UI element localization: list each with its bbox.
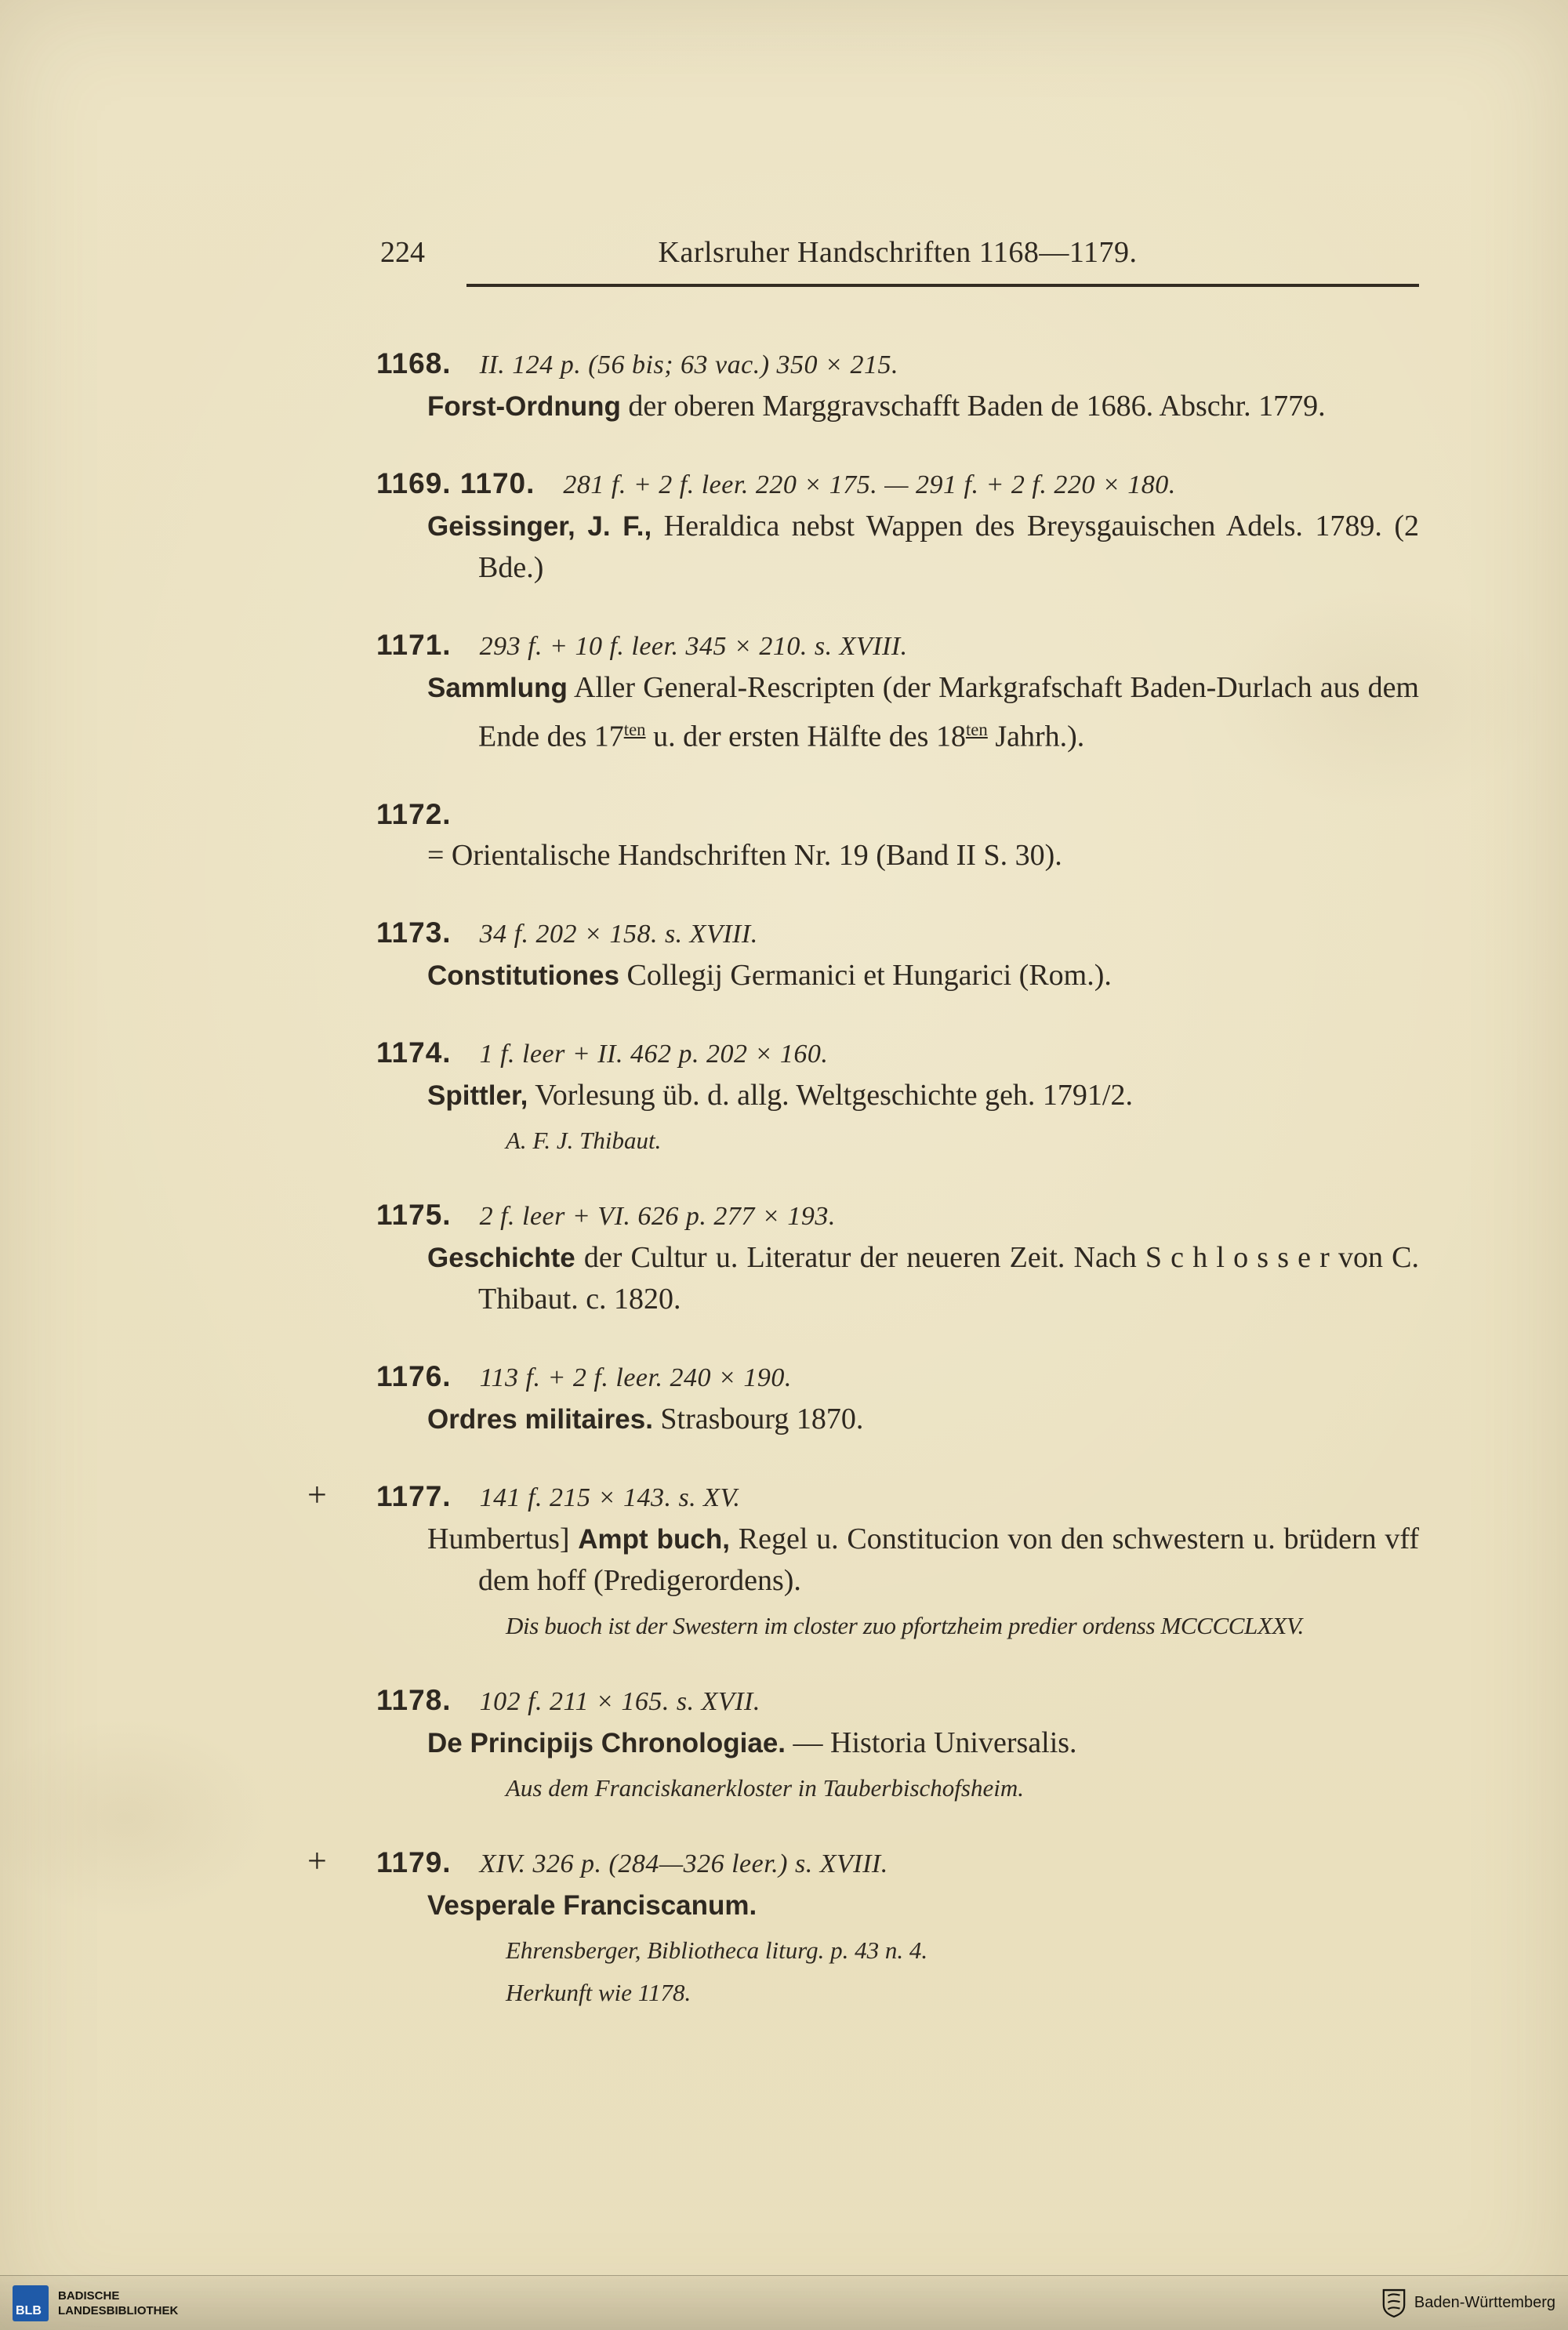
state-name: Baden-Württemberg: [1414, 2294, 1555, 2311]
superscript-ten: ten: [623, 720, 646, 739]
entry-number: 1178.: [376, 1683, 452, 1716]
entry-description: [427, 506, 1419, 589]
entry-head: [376, 1195, 1419, 1237]
entry-title: Vesperale Franciscanum.: [427, 1889, 757, 1921]
entry-text: Aller General-Rescripten (der Markgrafschaft Baden-Durlach aus dem Ende des 17: [478, 671, 1419, 753]
entry-1172: [376, 794, 1419, 876]
state-branding: [1381, 2288, 1555, 2318]
entry-number: 1171.: [376, 629, 452, 661]
entry-number: 1174.: [376, 1036, 452, 1069]
entry-description: [427, 667, 1419, 758]
scan-footer-bar: [0, 2275, 1568, 2330]
entry-collation: 102 f. 211 × 165. s. XVII.: [479, 1686, 760, 1716]
entry-number: 1176.: [376, 1359, 452, 1392]
catalog-entries: [307, 343, 1420, 2011]
entry-note: Ehrensberger, Bibliotheca liturg. p. 43 n. 4.: [506, 1936, 928, 1964]
entry-collation: 293 f. + 10 f. leer. 345 × 210. s. XVIII.: [479, 632, 908, 661]
entry-head: [376, 1842, 1419, 1885]
entry-number: 1169. 1170.: [376, 467, 535, 499]
entry-collation: XIV. 326 p. (284—326 leer.) s. XVIII.: [479, 1849, 888, 1878]
plus-marker: +: [307, 1475, 327, 1514]
entry-1174: [376, 1033, 1419, 1159]
entry-1179: [307, 1841, 1419, 2011]
entry-number: 1172.: [376, 797, 452, 830]
blb-logo-icon: BLB: [13, 2285, 49, 2321]
entry-number: 1168.: [376, 347, 452, 379]
entry-description: [427, 386, 1419, 427]
entry-text: Collegij Germanici et Hungarici (Rom.).: [619, 958, 1112, 992]
entry-note: Herkunft wie 1178.: [506, 1978, 691, 2006]
entry-1175: [376, 1195, 1419, 1320]
running-head: Karlsruher Handschriften 1168—1179.: [658, 236, 1138, 269]
entry-text: Strasbourg 1870.: [652, 1402, 864, 1435]
entry-head: [376, 1356, 1419, 1399]
text-block: [307, 235, 1420, 2047]
entry-description: [427, 1885, 1419, 1926]
entry-title: Geissinger, J. F.,: [427, 511, 652, 542]
entry-head: [376, 913, 1419, 955]
blb-branding: [13, 2285, 178, 2321]
entry-description: [427, 955, 1419, 996]
entry-text: — Historia Universalis.: [786, 1726, 1077, 1759]
entry-title: Geschichte: [427, 1242, 575, 1273]
entry-1169-1170: [376, 463, 1419, 589]
page-number: 224: [380, 236, 425, 269]
entry-head: [376, 1033, 1419, 1075]
entry-title: Forst-Ordnung: [427, 391, 621, 422]
entry-note: Aus dem Franciskanerkloster in Tauberbischofsheim.: [506, 1773, 1024, 1802]
entry-head: [376, 794, 1419, 835]
entry-number: 1179.: [376, 1845, 452, 1878]
entry-head: [376, 343, 1419, 386]
entry-description: [427, 835, 1419, 876]
entry-collation: 141 f. 215 × 143. s. XV.: [479, 1483, 741, 1512]
entry-collation: 34 f. 202 × 158. s. XVIII.: [479, 919, 758, 949]
library-name-line1: BADISCHE: [58, 2288, 120, 2303]
entry-1171: [376, 625, 1419, 758]
entry-head: [376, 625, 1419, 667]
entry-description: [427, 1237, 1419, 1320]
header-rule: [466, 284, 1419, 287]
entry-collation: 1 f. leer + II. 462 p. 202 × 160.: [479, 1039, 829, 1069]
baden-wuerttemberg-crest-icon: [1381, 2288, 1406, 2318]
entry-1176: [376, 1356, 1419, 1440]
entry-number: 1173.: [376, 916, 452, 949]
page-header: [376, 235, 1419, 273]
entry-text: = Orientalische Handschriften Nr. 19 (Band II S. 30).: [427, 838, 1062, 872]
entry-collation: 2 f. leer + VI. 626 p. 277 × 193.: [479, 1201, 836, 1231]
entry-title: Ampt buch,: [578, 1523, 730, 1555]
plus-marker: +: [307, 1841, 327, 1880]
entry-description: [427, 1519, 1420, 1602]
entry-head: [376, 1476, 1419, 1519]
entry-text: Heraldica nebst Wappen des Breysgauischen Adels. 1789. (2 Bde.): [478, 510, 1419, 584]
entry-number: 1177.: [376, 1479, 452, 1512]
entry-description: [427, 1399, 1419, 1440]
library-name-line2: LANDESBIBLIOTHEK: [58, 2303, 179, 2317]
entry-description: [427, 1722, 1419, 1764]
entry-collation: 113 f. + 2 f. leer. 240 × 190.: [479, 1363, 792, 1392]
entry-prefix: Humbertus]: [427, 1522, 579, 1555]
entry-note: A. F. J. Thibaut.: [506, 1126, 662, 1154]
entry-title: Ordres militaires.: [427, 1403, 653, 1435]
entry-note: Dis buoch ist der Swestern im closter zuo pfortzheim predier ordenss MCCCCLXXV.: [506, 1611, 1304, 1639]
entry-title: Constitutiones: [427, 960, 619, 991]
entry-title: Spittler,: [427, 1080, 528, 1111]
entry-title: Sammlung: [427, 673, 568, 703]
entry-collation: 281 f. + 2 f. leer. 220 × 175. — 291 f. + 2 f. 220 × 180.: [563, 470, 1176, 499]
entry-1173: [376, 913, 1419, 996]
entry-head: [376, 463, 1419, 506]
entry-collation: II. 124 p. (56 bis; 63 vac.) 350 × 215.: [479, 350, 898, 379]
entry-title: De Principijs Chronologiae.: [427, 1727, 786, 1758]
entry-1177: [307, 1475, 1420, 1644]
entry-text: Vorlesung üb. d. allg. Weltgeschichte geh. 1791/2.: [528, 1078, 1133, 1112]
entry-text: der Cultur u. Literatur der neueren Zeit. Nach S c h l o s s e r von C. Thibaut. c. 1820.: [478, 1240, 1419, 1316]
entry-1168: [376, 343, 1419, 427]
entry-number: 1175.: [376, 1198, 452, 1231]
entry-text: Regel u. Constitucion von den schwestern u. brüdern vff dem hoff (Predigerordens).: [478, 1522, 1420, 1597]
entry-text: Jahrh.).: [987, 720, 1085, 753]
entry-head: [376, 1680, 1419, 1722]
entry-text: u. der ersten Hälfte des 18: [645, 720, 966, 753]
superscript-ten: ten: [965, 720, 988, 739]
library-name: [58, 2288, 178, 2318]
entry-1178: [376, 1680, 1419, 1806]
entry-text: der oberen Marggravschafft Baden de 1686. Abschr. 1779.: [620, 390, 1326, 423]
entry-description: [427, 1075, 1419, 1116]
